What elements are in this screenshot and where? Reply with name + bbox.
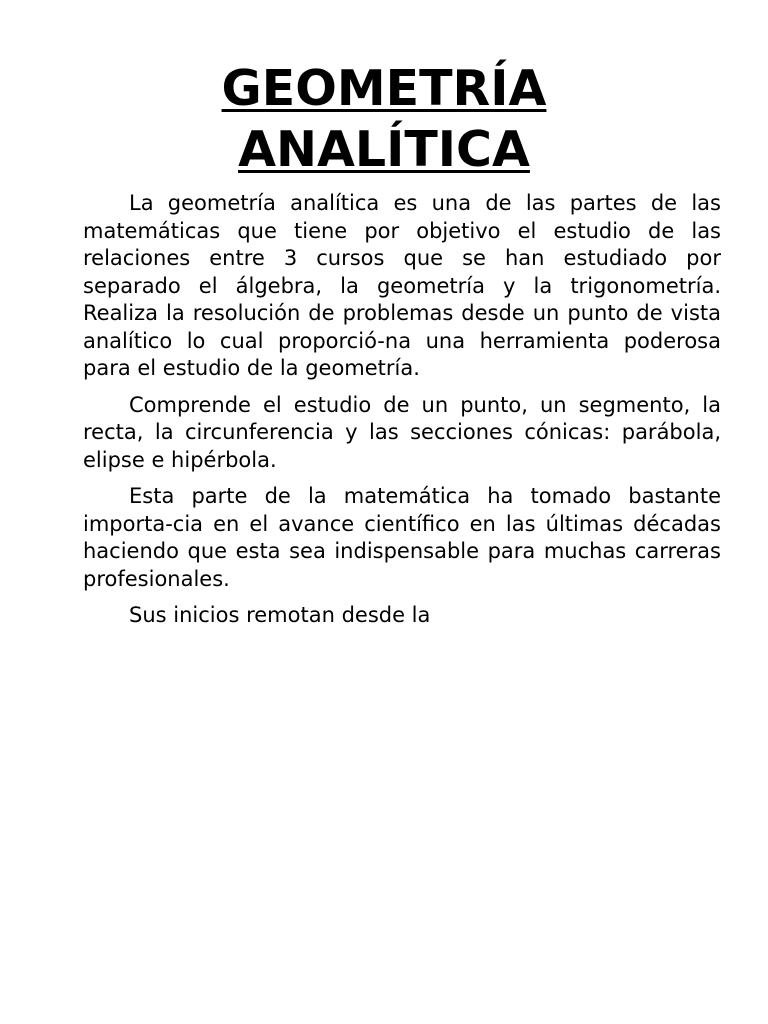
- document-body: [83, 190, 721, 639]
- title-line-1: GEOMETRÍA: [221, 60, 547, 117]
- paragraph-topics: Comprende el estudio de un punto, un segmento, la recta, la circunferencia y las secciones cónicas: parábola, elipse e hipérbola.: [83, 392, 721, 472]
- paragraph-intro: La geometría analítica es una de las partes de las matemáticas que tiene por objetivo el estudio de las relaciones entre 3 cursos que se han estudiado por separado el álgebra, la geometría y la trigonometría. Realiza la resolución de problemas desde un punto de vista analítico lo cual proporció-na una herramienta poderosa para el estudio de la geometría.: [83, 191, 721, 380]
- paragraph-origins: Sus inicios remotan desde la: [129, 603, 431, 627]
- title-line-2: ANALÍTICA: [238, 121, 530, 178]
- page-title: [0, 58, 768, 180]
- paragraph-importance: Esta parte de la matemática ha tomado bastante importa-cia en el avance científico en las últimas décadas haciendo que esta sea indispensable para muchas carreras profesionales.: [83, 484, 721, 591]
